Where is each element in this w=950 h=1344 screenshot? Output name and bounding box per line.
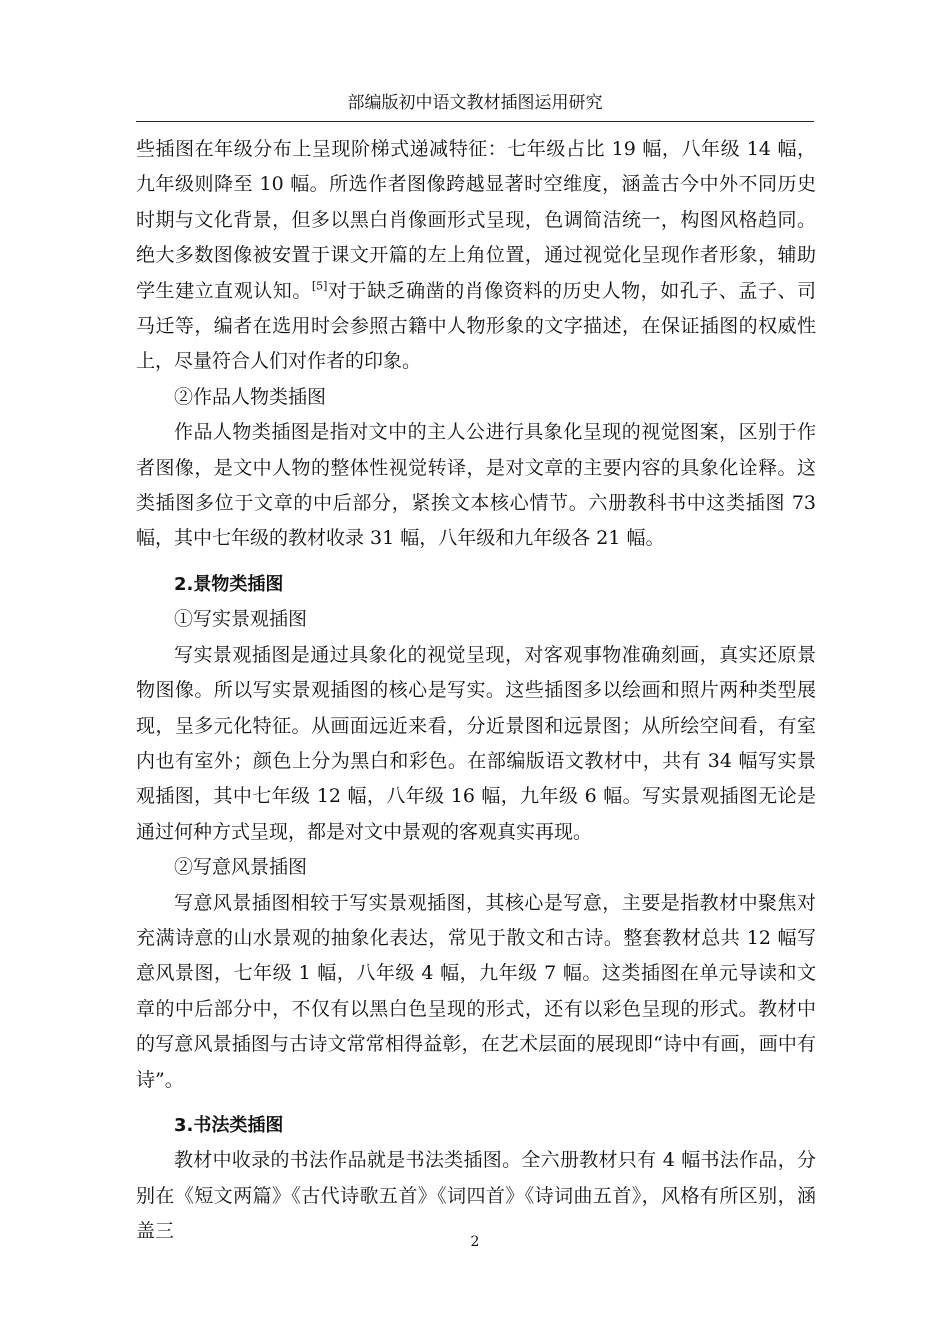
section-heading-scenery-illustrations: 2.景物类插图 <box>174 573 284 595</box>
paragraph-text: 些插图在年级分布上呈现阶梯式递减特征：七年级占比 19 幅，八年级 14 幅，九年级则降至 10 幅。所选作者图像跨越显著时空维度，涵盖古今中外不同历史时期与文化背景，但多以黑白肖像画形式呈现，色调简洁统一，构图风格趋同。绝大多数图像被安置于课文开篇的左上角位置，通过视觉化呈现作者形象，辅助学生建立直观认知。 <box>136 138 816 302</box>
body-text <box>136 132 816 1250</box>
paragraph-calligraphy-illustrations: 教材中收录的书法作品就是书法类插图。全六册教材只有 4 幅书法作品，分别在《短文两篇》《古代诗歌五首》《词四首》《诗词曲五首》，风格有所区别，涵盖三 <box>136 1149 816 1243</box>
citation-marker[interactable]: [5] <box>311 279 328 293</box>
running-header: 部编版初中语文教材插图运用研究 <box>136 92 814 122</box>
paragraph-freehand-landscape: 写意风景插图相较于写实景观插图，其核心是写意，主要是指教材中聚焦对充满诗意的山水景观的抽象化表达，常见于散文和古诗。整套教材总共 12 幅写意风景图，七年级 1 幅，八年级 4 幅，九年级 7 幅。这类插图在单元导读和文章的中后部分中，不仅有以黑白色呈现的形式，还有以彩色呈现的形式。教材中的写意风景插图与古诗文常常相得益彰，在艺术层面的展现即“诗中有画，画中有诗”。 <box>136 891 816 1091</box>
sub-heading-freehand-landscape: ②写意风景插图 <box>174 856 308 879</box>
paragraph-author-images <box>136 132 816 380</box>
sub-heading-realistic-landscape: ①写实景观插图 <box>174 608 308 631</box>
page-number: 2 <box>470 1234 480 1250</box>
paragraph-realistic-landscape: 写实景观插图是通过具象化的视觉呈现，对客观事物准确刻画，真实还原景物图像。所以写实景观插图的核心是写实。这些插图多以绘画和照片两种类型展现，呈多元化特征。从画面远近来看，分近景图和远景图；从所绘空间看，有室内也有室外；颜色上分为黑白和彩色。在部编版语文教材中，共有 34 幅写实景观插图，其中七年级 12 幅，八年级 16 幅，九年级 6 幅。写实景观插图无论是通过何种方式呈现，都是对文中景观的客观真实再现。 <box>136 643 816 843</box>
sub-heading-character-illustrations: ②作品人物类插图 <box>174 385 327 408</box>
paragraph-text: 对于缺乏确凿的肖像资料的历史人物，如孔子、孟子、司马迁等，编者在选用时会参照古籍中人物形象的文字描述，在保证插图的权威性上，尽量符合人们对作者的印象。 <box>136 279 816 373</box>
paragraph-character-illustrations: 作品人物类插图是指对文中的主人公进行具象化呈现的视觉图案，区别于作者图像，是文中人物的整体性视觉转译，是对文章的主要内容的具象化诠释。这类插图多位于文章的中后部分，紧挨文本核心情节。六册教科书中这类插图 73 幅，其中七年级的教材收录 31 幅，八年级和九年级各 21 幅。 <box>136 421 816 550</box>
section-heading-calligraphy-illustrations: 3.书法类插图 <box>174 1114 284 1136</box>
